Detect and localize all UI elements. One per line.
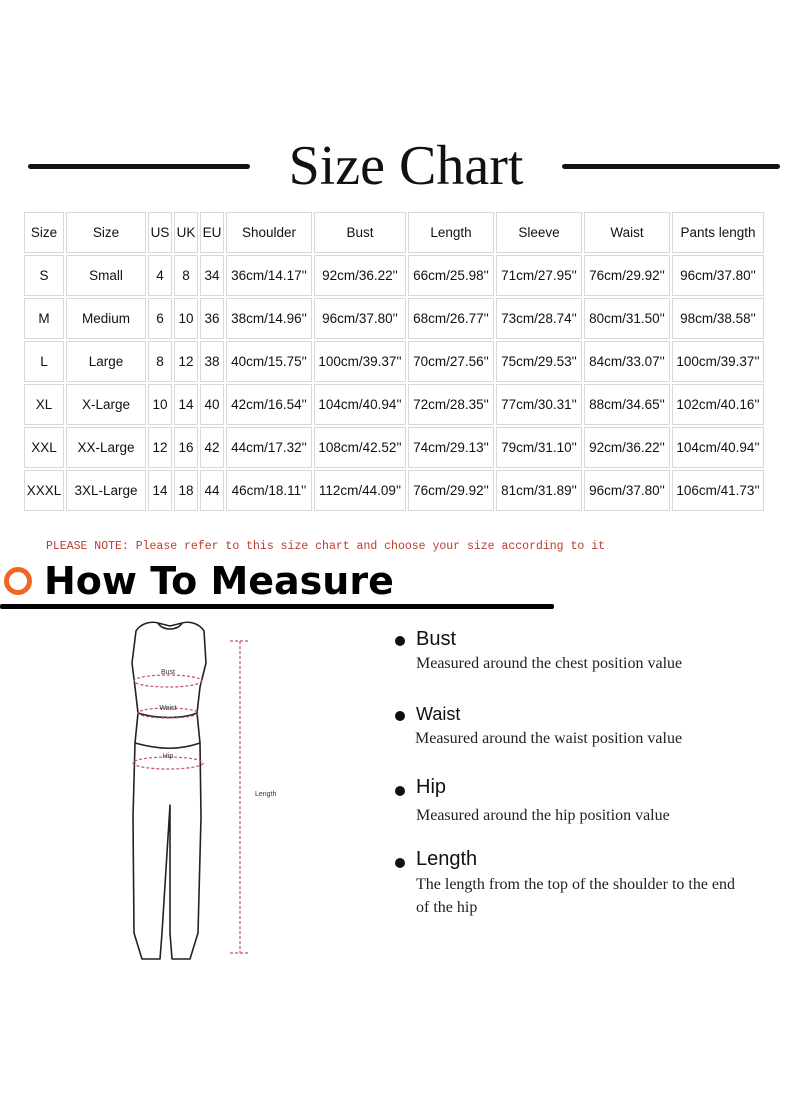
table-cell: 76cm/29.92'' (584, 255, 670, 296)
bullet-icon (395, 636, 405, 646)
table-header-row (24, 212, 764, 253)
how-to-measure-header (0, 558, 560, 612)
page-title: Size Chart (288, 135, 524, 197)
table-cell: 74cm/29.13'' (408, 427, 494, 468)
table-cell: 10 (148, 384, 172, 425)
table-cell: 44cm/17.32'' (226, 427, 312, 468)
title-rule-right (562, 164, 780, 169)
table-cell: M (24, 298, 64, 339)
table-cell: 8 (148, 341, 172, 382)
table-cell: XXXL (24, 470, 64, 511)
table-cell: 38cm/14.96'' (226, 298, 312, 339)
header-cell: Shoulder (226, 212, 312, 253)
table-cell: XL (24, 384, 64, 425)
item-title: Waist (416, 704, 461, 724)
table-cell: 36 (200, 298, 224, 339)
table-cell: Small (66, 255, 146, 296)
table-cell: 73cm/28.74'' (496, 298, 582, 339)
table-cell: 40cm/15.75'' (226, 341, 312, 382)
item-desc: Measured around the hip position value (416, 807, 670, 824)
table-cell: 96cm/37.80'' (584, 470, 670, 511)
table-cell: 72cm/28.35'' (408, 384, 494, 425)
header-cell: Waist (584, 212, 670, 253)
table-cell: 112cm/44.09'' (314, 470, 406, 511)
table-cell: 14 (148, 470, 172, 511)
table-cell: 100cm/39.37'' (314, 341, 406, 382)
header-cell: Length (408, 212, 494, 253)
figure-label-length: Length (255, 791, 277, 798)
header-cell: Size (24, 212, 64, 253)
item-title: Bust (416, 628, 457, 650)
table-cell: 100cm/39.37'' (672, 341, 764, 382)
item-title: Hip (416, 776, 447, 798)
table-cell: 66cm/25.98'' (408, 255, 494, 296)
table-cell: 14 (174, 384, 198, 425)
table-cell: 104cm/40.94'' (314, 384, 406, 425)
header-cell: Pants length (672, 212, 764, 253)
bullet-icon (395, 858, 405, 868)
table-cell: X-Large (66, 384, 146, 425)
section-underline (0, 604, 554, 609)
table-cell: 92cm/36.22'' (584, 427, 670, 468)
table-cell: 6 (148, 298, 172, 339)
list-item (395, 628, 795, 702)
table-cell: 84cm/33.07'' (584, 341, 670, 382)
table-cell: 88cm/34.65'' (584, 384, 670, 425)
table-cell: 70cm/27.56'' (408, 341, 494, 382)
header-cell: EU (200, 212, 224, 253)
table-cell: Medium (66, 298, 146, 339)
table-cell: 98cm/38.58'' (672, 298, 764, 339)
table-cell: Large (66, 341, 146, 382)
body-measure-figure (80, 615, 300, 975)
table-cell: S (24, 255, 64, 296)
table-cell: 16 (174, 427, 198, 468)
size-chart-table (22, 210, 766, 513)
table-cell: 12 (148, 427, 172, 468)
bullet-icon (395, 786, 405, 796)
header-cell: US (148, 212, 172, 253)
table-cell: 3XL-Large (66, 470, 146, 511)
ring-icon (4, 567, 32, 595)
list-item (395, 776, 795, 851)
figure-label-hip: Hip (162, 753, 174, 760)
item-desc: Measured around the waist position value (415, 730, 683, 747)
table-cell: 4 (148, 255, 172, 296)
table-cell: 76cm/29.92'' (408, 470, 494, 511)
header-cell: Sleeve (496, 212, 582, 253)
table-cell: 71cm/27.95'' (496, 255, 582, 296)
item-desc: The length from the top of the shoulder to the end of the hip (416, 876, 736, 916)
measure-lines (133, 641, 250, 953)
header-cell: UK (174, 212, 198, 253)
table-cell: 92cm/36.22'' (314, 255, 406, 296)
table-cell: 106cm/41.73'' (672, 470, 764, 511)
table-row (24, 341, 764, 382)
table-cell: 96cm/37.80'' (314, 298, 406, 339)
table-cell: 12 (174, 341, 198, 382)
table-cell: 18 (174, 470, 198, 511)
table-row (24, 470, 764, 511)
table-row (24, 427, 764, 468)
table-cell: 34 (200, 255, 224, 296)
please-note: PLEASE NOTE: Please refer to this size chart and choose your size according to it (46, 540, 605, 553)
table-cell: XX-Large (66, 427, 146, 468)
table-cell: 8 (174, 255, 198, 296)
table-row (24, 298, 764, 339)
table-cell: 68cm/26.77'' (408, 298, 494, 339)
table-cell: 38 (200, 341, 224, 382)
figure-label-waist: Waist (159, 705, 177, 712)
table-cell: 80cm/31.50'' (584, 298, 670, 339)
measure-list (395, 628, 795, 931)
table-row (24, 384, 764, 425)
table-cell: L (24, 341, 64, 382)
table-cell: 81cm/31.89'' (496, 470, 582, 511)
table-cell: 75cm/29.53'' (496, 341, 582, 382)
title-rule-left (28, 164, 250, 169)
table-row (24, 255, 764, 296)
table-cell: 96cm/37.80'' (672, 255, 764, 296)
table-cell: 42 (200, 427, 224, 468)
table-cell: 102cm/40.16'' (672, 384, 764, 425)
table-cell: 46cm/18.11'' (226, 470, 312, 511)
bullet-icon (395, 711, 405, 721)
table-cell: 10 (174, 298, 198, 339)
table-cell: 77cm/30.31'' (496, 384, 582, 425)
title-banner (0, 128, 800, 208)
table-cell: 108cm/42.52'' (314, 427, 406, 468)
item-title: Length (416, 848, 478, 870)
table-body (24, 255, 764, 511)
item-desc: Measured around the chest position value (416, 655, 683, 672)
header-cell: Size (66, 212, 146, 253)
list-item (395, 848, 795, 931)
table-cell: 42cm/16.54'' (226, 384, 312, 425)
list-item (395, 702, 795, 779)
how-to-measure-title: How To Measure (44, 559, 394, 603)
table-cell: 40 (200, 384, 224, 425)
table-cell: 36cm/14.17'' (226, 255, 312, 296)
table-cell: XXL (24, 427, 64, 468)
header-cell: Bust (314, 212, 406, 253)
table-cell: 44 (200, 470, 224, 511)
figure-label-bust: Bust (160, 669, 176, 676)
table-cell: 79cm/31.10'' (496, 427, 582, 468)
table-cell: 104cm/40.94'' (672, 427, 764, 468)
